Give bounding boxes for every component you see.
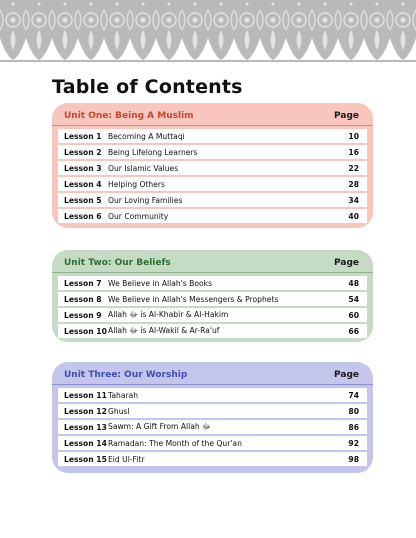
- lesson-number: Lesson 5: [64, 195, 102, 205]
- unit-one-lessons: [58, 129, 367, 223]
- lesson-page: 98: [348, 454, 359, 464]
- unit-three-section: [52, 362, 373, 473]
- lesson-row[interactable]: [58, 308, 367, 322]
- unit-three-header: [52, 366, 373, 385]
- lesson-page: 16: [348, 147, 359, 157]
- lesson-row[interactable]: [58, 436, 367, 450]
- lesson-page: 10: [348, 131, 359, 141]
- unit-one-section: [52, 103, 373, 228]
- unit-two-title: Unit Two: Our Beliefs: [64, 258, 171, 268]
- lesson-page: 22: [348, 163, 359, 173]
- arabesque-border-icon: [0, 0, 416, 72]
- lesson-title: Eid Ul-Fitr: [108, 454, 145, 464]
- page-column-label: Page: [334, 258, 359, 268]
- page-column-label: Page: [334, 370, 359, 380]
- lesson-title: Our Islamic Values: [108, 163, 179, 173]
- unit-two-lessons: [58, 276, 367, 338]
- lesson-title: Helping Others: [108, 179, 165, 189]
- lesson-number: Lesson 12: [64, 406, 107, 416]
- lesson-row[interactable]: [58, 209, 367, 223]
- lesson-row[interactable]: [58, 276, 367, 290]
- lesson-title: Being Lifelong Learners: [108, 147, 198, 157]
- lesson-number: Lesson 14: [64, 438, 107, 448]
- lesson-number: Lesson 8: [64, 294, 102, 304]
- lesson-number: Lesson 9: [64, 310, 102, 320]
- lesson-title: Allah ﷻ is Al-Wakil & Ar-Ra'uf: [108, 325, 220, 335]
- unit-two-section: [52, 250, 373, 342]
- lesson-row[interactable]: [58, 420, 367, 434]
- decorative-border: [0, 0, 416, 72]
- unit-three-title: Unit Three: Our Worship: [64, 370, 188, 380]
- page-title: Table of Contents: [52, 76, 243, 98]
- lesson-title: Becoming A Muttaqi: [108, 131, 185, 141]
- lesson-number: Lesson 3: [64, 163, 102, 173]
- lesson-title: We Believe in Allah's Messengers & Prophets: [108, 294, 279, 304]
- lesson-row[interactable]: [58, 177, 367, 191]
- unit-three-lessons: [58, 388, 367, 466]
- lesson-row[interactable]: [58, 193, 367, 207]
- lesson-page: 92: [348, 438, 359, 448]
- lesson-page: 48: [348, 278, 359, 288]
- lesson-title: Our Loving Families: [108, 195, 183, 205]
- lesson-number: Lesson 1: [64, 131, 102, 141]
- page-column-label: Page: [334, 111, 359, 121]
- lesson-title: We Believe in Allah's Books: [108, 278, 213, 288]
- lesson-title: Ghusl: [108, 406, 130, 416]
- lesson-page: 80: [348, 406, 359, 416]
- lesson-page: 74: [348, 390, 359, 400]
- lesson-number: Lesson 11: [64, 390, 107, 400]
- lesson-page: 66: [348, 326, 359, 336]
- lesson-row[interactable]: [58, 388, 367, 402]
- lesson-page: 34: [348, 195, 359, 205]
- lesson-page: 60: [348, 310, 359, 320]
- lesson-number: Lesson 13: [64, 422, 107, 432]
- lesson-page: 86: [348, 422, 359, 432]
- lesson-number: Lesson 6: [64, 211, 102, 221]
- lesson-number: Lesson 2: [64, 147, 102, 157]
- lesson-title: Allah ﷻ is Al-Khabir & Al-Hakim: [108, 309, 229, 319]
- lesson-row[interactable]: [58, 404, 367, 418]
- lesson-number: Lesson 4: [64, 179, 102, 189]
- unit-one-header: [52, 107, 373, 126]
- lesson-number: Lesson 15: [64, 454, 107, 464]
- lesson-page: 40: [348, 211, 359, 221]
- lesson-row[interactable]: [58, 161, 367, 175]
- lesson-title: Sawm: A Gift From Allah ﷻ: [108, 421, 211, 431]
- lesson-row[interactable]: [58, 324, 367, 338]
- lesson-row[interactable]: [58, 292, 367, 306]
- unit-one-title: Unit One: Being A Muslim: [64, 111, 194, 121]
- lesson-number: Lesson 10: [64, 326, 107, 336]
- lesson-row[interactable]: [58, 129, 367, 143]
- lesson-title: Ramadan: The Month of the Qur'an: [108, 438, 242, 448]
- lesson-row[interactable]: [58, 145, 367, 159]
- lesson-title: Our Community: [108, 211, 169, 221]
- lesson-page: 28: [348, 179, 359, 189]
- lesson-row[interactable]: [58, 452, 367, 466]
- lesson-number: Lesson 7: [64, 278, 102, 288]
- unit-two-header: [52, 254, 373, 273]
- lesson-title: Taharah: [108, 390, 139, 400]
- lesson-page: 54: [348, 294, 359, 304]
